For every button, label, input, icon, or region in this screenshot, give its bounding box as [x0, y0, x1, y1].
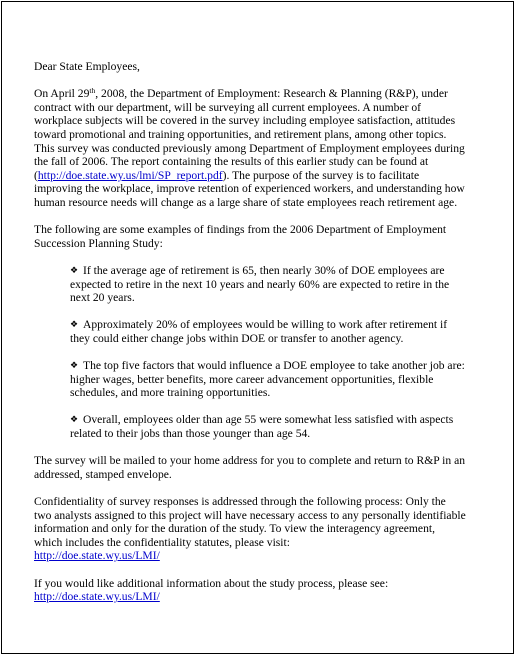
- diamond-bullet-icon: ❖: [70, 361, 79, 372]
- interagency-agreement-link[interactable]: http://doe.state.wy.us/LMI/: [34, 549, 160, 563]
- finding-text: If the average age of retirement is 65, then nearly 30% of DOE employees are expected to retire in the next 10 years and nearly 60% are expected to retire in the next 20 years.: [70, 263, 450, 305]
- mailing-paragraph: The survey will be mailed to your home address for you to complete and return to R&P in an addressed, stamped envelope.: [34, 454, 466, 481]
- finding-item: [70, 318, 466, 345]
- contact-paragraph: [34, 577, 466, 604]
- finding-item: [70, 264, 466, 305]
- salutation: Dear State Employees,: [34, 60, 140, 73]
- date-ordinal-suffix: th: [89, 86, 96, 96]
- prior-report-link[interactable]: http://doe.state.wy.us/lmi/SP_report.pdf: [37, 168, 223, 182]
- finding-text: Approximately 20% of employees would be willing to work after retirement if they could either change jobs within DOE or transfer to another agency.: [70, 318, 448, 345]
- diamond-bullet-icon: ❖: [70, 415, 79, 426]
- intro-text-middle: , 2008, the Department of Employment: Research & Planning (R&P), under contract with our department, will be surveying all current employees. A number of workplace subjects will be covered in the survey including employee satisfaction, attitudes toward promotional and training opportunities, and retirement plans, among other topics. This survey was conducted previously among Department of Employment employees during the fall of 2006. The report containing the results of this earlier study can be found at (: [34, 87, 465, 182]
- confidentiality-text: Confidentiality of survey responses is addressed through the following process: Only the two analysts assigned to this project will have necessary access to any personally identifiable information and only for the duration of the study. To view the interagency agreement, which includes the confidentiality statutes, please visit:: [34, 495, 466, 549]
- intro-text-start: On April 29: [34, 87, 90, 101]
- letter-body: [34, 60, 466, 617]
- finding-text: Overall, employees older than age 55 were somewhat less satisfied with aspects related to their jobs than those younger than age 54.: [70, 413, 454, 441]
- findings-intro: The following are some examples of findings from the 2006 Department of Employment Succession Planning Study:: [34, 223, 447, 250]
- letter-page: [1, 1, 514, 654]
- contact-text: If you would like additional information about the study process, please see:: [34, 576, 389, 590]
- study-info-link[interactable]: http://doe.state.wy.us/LMI/: [34, 590, 160, 604]
- finding-text: The top five factors that would influence a DOE employee to take another job are: higher wages, better benefits, more career advancement opportunities, flexible schedules, and more training opportunities.: [70, 359, 465, 400]
- finding-item: [70, 359, 466, 400]
- findings-list: [70, 264, 466, 441]
- intro-paragraph: [34, 87, 466, 209]
- diamond-bullet-icon: ❖: [70, 320, 79, 331]
- confidentiality-paragraph: [34, 495, 466, 563]
- intro-text-end: ). The purpose of the survey is to facilitate improving the workplace, improve retention of experienced workers, and understanding how human resource needs will change as a large share of state employees reach retirement age.: [34, 168, 465, 209]
- diamond-bullet-icon: ❖: [70, 265, 79, 276]
- finding-item: [70, 413, 466, 440]
